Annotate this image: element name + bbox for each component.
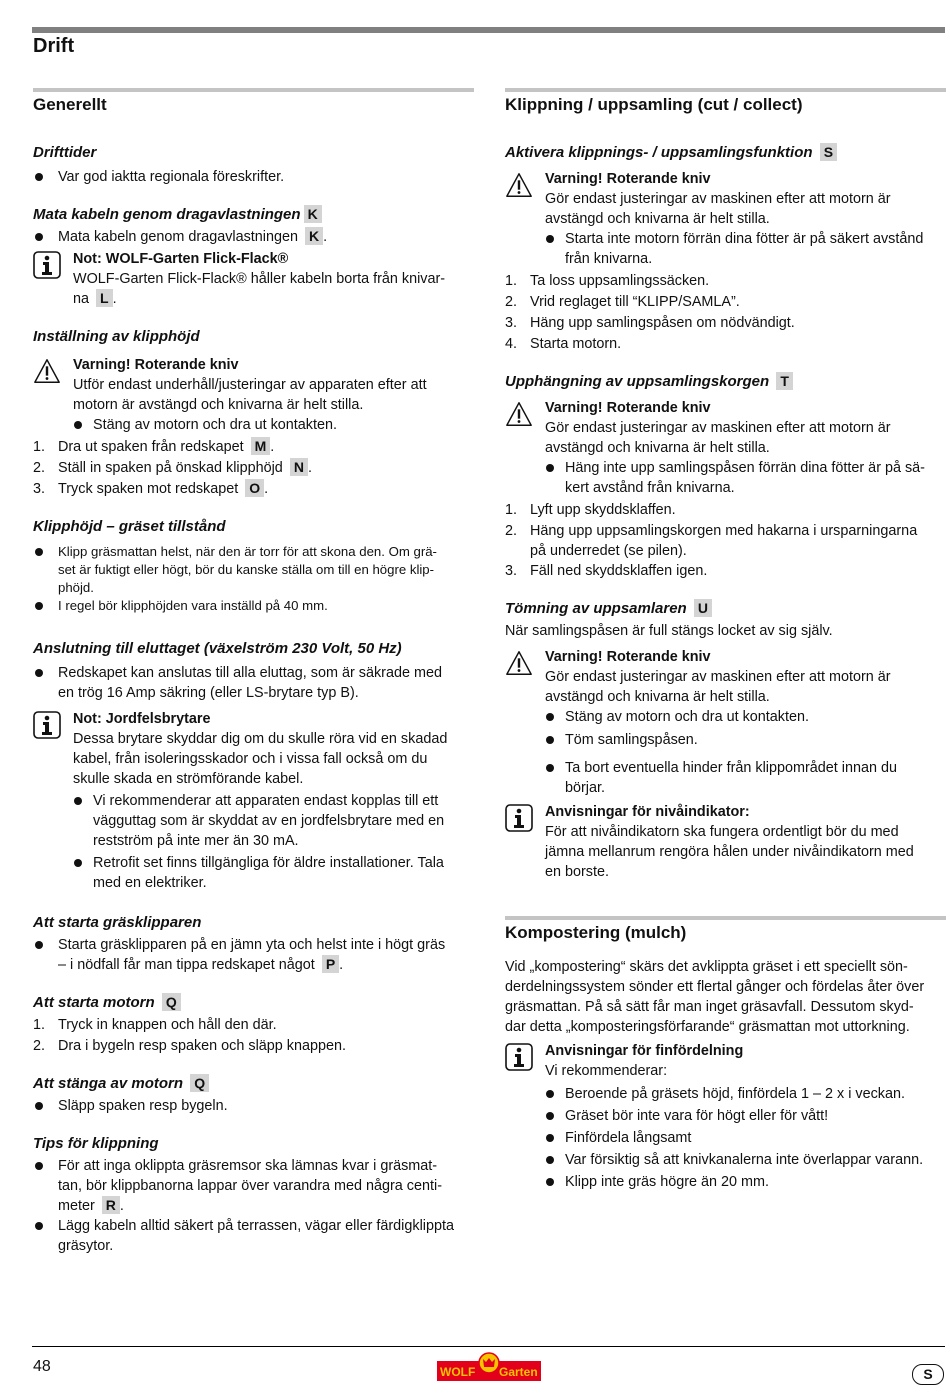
page-number: 48 <box>33 1358 51 1375</box>
warning-bullet: Starta inte motorn förrän dina fötter är på säkert avstånd från knivarna. <box>545 229 946 269</box>
section-title-generellt: Generellt <box>33 88 474 115</box>
step-1: 1. Lyft upp skyddsklaffen. <box>505 502 676 518</box>
subheading-drifttider: Drifttider <box>33 144 97 161</box>
info-icon <box>505 804 533 832</box>
figure-key: K <box>304 205 322 223</box>
note-text: För att nivåindikatorn ska fungera ordentligt bör du med <box>545 824 899 840</box>
info-icon <box>33 251 61 279</box>
step-2: 2. Ställ in spaken på önskad klipphöjd N . <box>33 459 312 476</box>
step-1: 1. Dra ut spaken från redskapet M . <box>33 438 275 455</box>
info-note <box>505 802 946 882</box>
warning-bullet: Häng inte upp samlingspåsen förrän dina fötter är på sä- kert avstånd från knivarna. <box>545 458 946 498</box>
warning-text: motorn är avstängd och knivarna är helt stilla. <box>73 397 364 413</box>
note-bullet: Vi rekommenderar att apparaten endast kopplas till ett vägguttag som är skyddat av en jordfelsbrytare med en restström på inte mer än 30 mA. <box>73 791 474 851</box>
step-2: 2. Häng upp uppsamlingskorgen med hakarna i ursparningarna på underredet (se pilen). <box>505 523 918 559</box>
info-note <box>505 1041 946 1192</box>
subheading-installning: Inställning av klipphöjd <box>33 328 200 345</box>
note-title: Anvisningar för finfördelning <box>545 1043 744 1059</box>
figure-key: R <box>102 1196 120 1214</box>
note-title: Anvisningar för nivåindikator: <box>545 804 750 820</box>
info-note <box>33 249 474 309</box>
bullet-item: Mata kabeln genom dragavlastningen K . <box>33 227 474 247</box>
section-title-kompostering: Kompostering (mulch) <box>505 916 946 943</box>
bullet-item: För att inga oklippta gräsremsor ska lämnas kvar i gräsmat- tan, bör klippbanorna lappar över varandra med några centi- meter R . <box>33 1156 474 1216</box>
figure-key: Q <box>190 1074 209 1092</box>
info-note <box>33 709 474 893</box>
figure-key: Q <box>162 993 181 1011</box>
warning-bullet: Ta bort eventuella hinder från klippområdet innan du börjar. <box>545 758 946 798</box>
note-title: Not: WOLF-Garten Flick-Flack® <box>73 251 289 267</box>
warning-title: Varning! Roterande kniv <box>545 171 711 187</box>
subheading-anslutning: Anslutning till eluttaget (växelström 230 Volt, 50 Hz) <box>33 640 402 657</box>
step-1: 1. Ta loss uppsamlingssäcken. <box>505 273 710 289</box>
note-text: en borste. <box>545 864 609 880</box>
step-2: 2. Vrid reglaget till “KLIPP/SAMLA”. <box>505 294 740 310</box>
subheading-mata-kabeln: Mata kabeln genom dragavlastningen K <box>33 205 474 225</box>
note-text: Vi rekommenderar: <box>545 1063 668 1079</box>
figure-key: K <box>305 227 323 245</box>
bullet-item: Lägg kabeln alltid säkert på terrassen, vägar eller färdigklippta gräsytor. <box>33 1216 474 1256</box>
section-title-klippning: Klippning / uppsamling (cut / collect) <box>505 88 946 115</box>
note-text: jämna mellanrum rengöra hålen under nivåindikatorn med <box>545 844 914 860</box>
bullet-item: Starta gräsklipparen på en jämn yta och helst inte i högt gräs – i nödfall får man tippa redskapet något P . <box>33 935 474 975</box>
subheading-aktivera: Aktivera klippnings- / uppsamlingsfunktion S <box>505 143 946 163</box>
subheading-stanga-motorn: Att stänga av motorn Q <box>33 1074 474 1094</box>
warning-text: Utför endast underhåll/justeringar av apparaten efter att <box>73 377 427 393</box>
warning-text: avstängd och knivarna är helt stilla. <box>545 211 770 227</box>
step-3: 3. Fäll ned skyddsklaffen igen. <box>505 563 708 579</box>
note-bullet: Klipp inte gräs högre än 20 mm. <box>545 1172 946 1192</box>
bullet-item: Redskapet kan anslutas till alla eluttag, som är säkrade med en trög 16 Amp säkring (eller LS-brytare typ B). <box>33 663 474 703</box>
info-icon <box>505 1043 533 1071</box>
page-title: Drift <box>33 35 75 57</box>
paragraph: Vid „kompostering“ skärs det avklippta gräset i ett speciellt sön- derdelningssystem sönder ett flertal gånger och fördelas åter över gräsmattan. På så sätt får man inget gräsavfall. Dessutom skyd- dar detta „komposteringsförfarande“ gräsmattan mot uttorkning. <box>505 959 925 1035</box>
step-2: 2. Dra i bygeln resp spaken och släpp knappen. <box>33 1038 346 1054</box>
warning-note <box>33 355 474 435</box>
step-3: 3. Tryck spaken mot redskapet O . <box>33 480 269 497</box>
warning-icon <box>505 649 533 677</box>
wolf-garten-logo <box>437 1352 541 1382</box>
bottom-rule <box>32 1346 945 1347</box>
note-bullet: Retrofit set finns tillgängliga för äldre installationer. Tala med en elektriker. <box>73 853 474 893</box>
note-text: Dessa brytare skyddar dig om du skulle röra vid en skadad <box>73 731 448 747</box>
step-4: 4. Starta motorn. <box>505 336 622 352</box>
subheading-tomning: Tömning av uppsamlaren U <box>505 599 946 619</box>
note-text: na L . <box>73 290 117 307</box>
warning-text: avstängd och knivarna är helt stilla. <box>545 689 770 705</box>
figure-key: N <box>290 458 308 476</box>
warning-note <box>505 169 946 269</box>
bullet-item: Släpp spaken resp bygeln. <box>33 1096 474 1116</box>
figure-key: P <box>322 955 339 973</box>
note-title: Not: Jordfelsbrytare <box>73 711 211 727</box>
right-column <box>505 88 946 1192</box>
warning-bullet: Töm samlingspåsen. <box>545 730 946 750</box>
warning-bullet: Stäng av motorn och dra ut kontakten. <box>73 415 474 435</box>
figure-key: O <box>245 479 264 497</box>
bullet-item: Klipp gräsmattan helst, när den är torr för att skona den. Om grä- set är fuktigt eller högt, bör du kanske ställa om till en högre klip- phöjd. <box>33 543 474 597</box>
note-text: skulle skada en strömförande kabel. <box>73 771 304 787</box>
warning-text: Gör endast justeringar av maskinen efter att motorn är <box>545 420 891 436</box>
svg-text:WOLF: WOLF <box>440 1365 476 1379</box>
note-text: kabel, från isoleringsskador och i vissa fall också om du <box>73 751 428 767</box>
warning-text: Gör endast justeringar av maskinen efter att motorn är <box>545 191 891 207</box>
note-bullet: Beroende på gräsets höjd, finfördela 1 – 2 x i veckan. <box>545 1084 946 1104</box>
warning-icon <box>505 400 533 428</box>
subheading-upphangning: Upphängning av uppsamlingskorgen T <box>505 372 946 392</box>
warning-bullet: Stäng av motorn och dra ut kontakten. <box>545 707 946 727</box>
bullet-item: Var god iaktta regionala föreskrifter. <box>33 167 474 187</box>
step-3: 3. Häng upp samlingspåsen om nödvändigt. <box>505 315 795 331</box>
step-1: 1. Tryck in knappen och håll den där. <box>33 1017 277 1033</box>
subheading-starta-motorn: Att starta motorn Q <box>33 993 474 1013</box>
subheading-starta-grasklipparen: Att starta gräsklipparen <box>33 914 202 931</box>
note-bullet: Var försiktig så att knivkanalerna inte överlappar varann. <box>545 1150 946 1170</box>
figure-key: M <box>251 437 271 455</box>
warning-text: Gör endast justeringar av maskinen efter att motorn är <box>545 669 891 685</box>
warning-icon <box>505 171 533 199</box>
left-column <box>33 88 474 1256</box>
paragraph: När samlingspåsen är full stängs locket av sig själv. <box>505 623 833 639</box>
subheading-klipphojd: Klipphöjd – gräset tillstånd <box>33 518 226 535</box>
info-icon <box>33 711 61 739</box>
figure-key: L <box>96 289 113 307</box>
warning-title: Varning! Roterande kniv <box>545 400 711 416</box>
warning-icon <box>33 357 61 385</box>
figure-key: T <box>776 372 793 390</box>
language-badge: S <box>912 1364 944 1385</box>
subheading-tips: Tips för klippning <box>33 1135 159 1152</box>
note-bullet: Finfördela långsamt <box>545 1128 946 1148</box>
warning-title: Varning! Roterande kniv <box>73 357 239 373</box>
warning-text: avstängd och knivarna är helt stilla. <box>545 440 770 456</box>
note-text: WOLF-Garten Flick-Flack® håller kabeln borta från knivar- <box>73 271 446 287</box>
bullet-item: I regel bör klipphöjden vara inställd på 40 mm. <box>33 597 474 615</box>
warning-title: Varning! Roterande kniv <box>545 649 711 665</box>
svg-text:Garten: Garten <box>499 1365 538 1379</box>
warning-note <box>505 398 946 498</box>
top-rule <box>32 27 945 33</box>
note-bullet: Gräset bör inte vara för högt eller för vått! <box>545 1106 946 1126</box>
warning-note <box>505 647 946 798</box>
figure-key: U <box>694 599 712 617</box>
figure-key: S <box>820 143 837 161</box>
